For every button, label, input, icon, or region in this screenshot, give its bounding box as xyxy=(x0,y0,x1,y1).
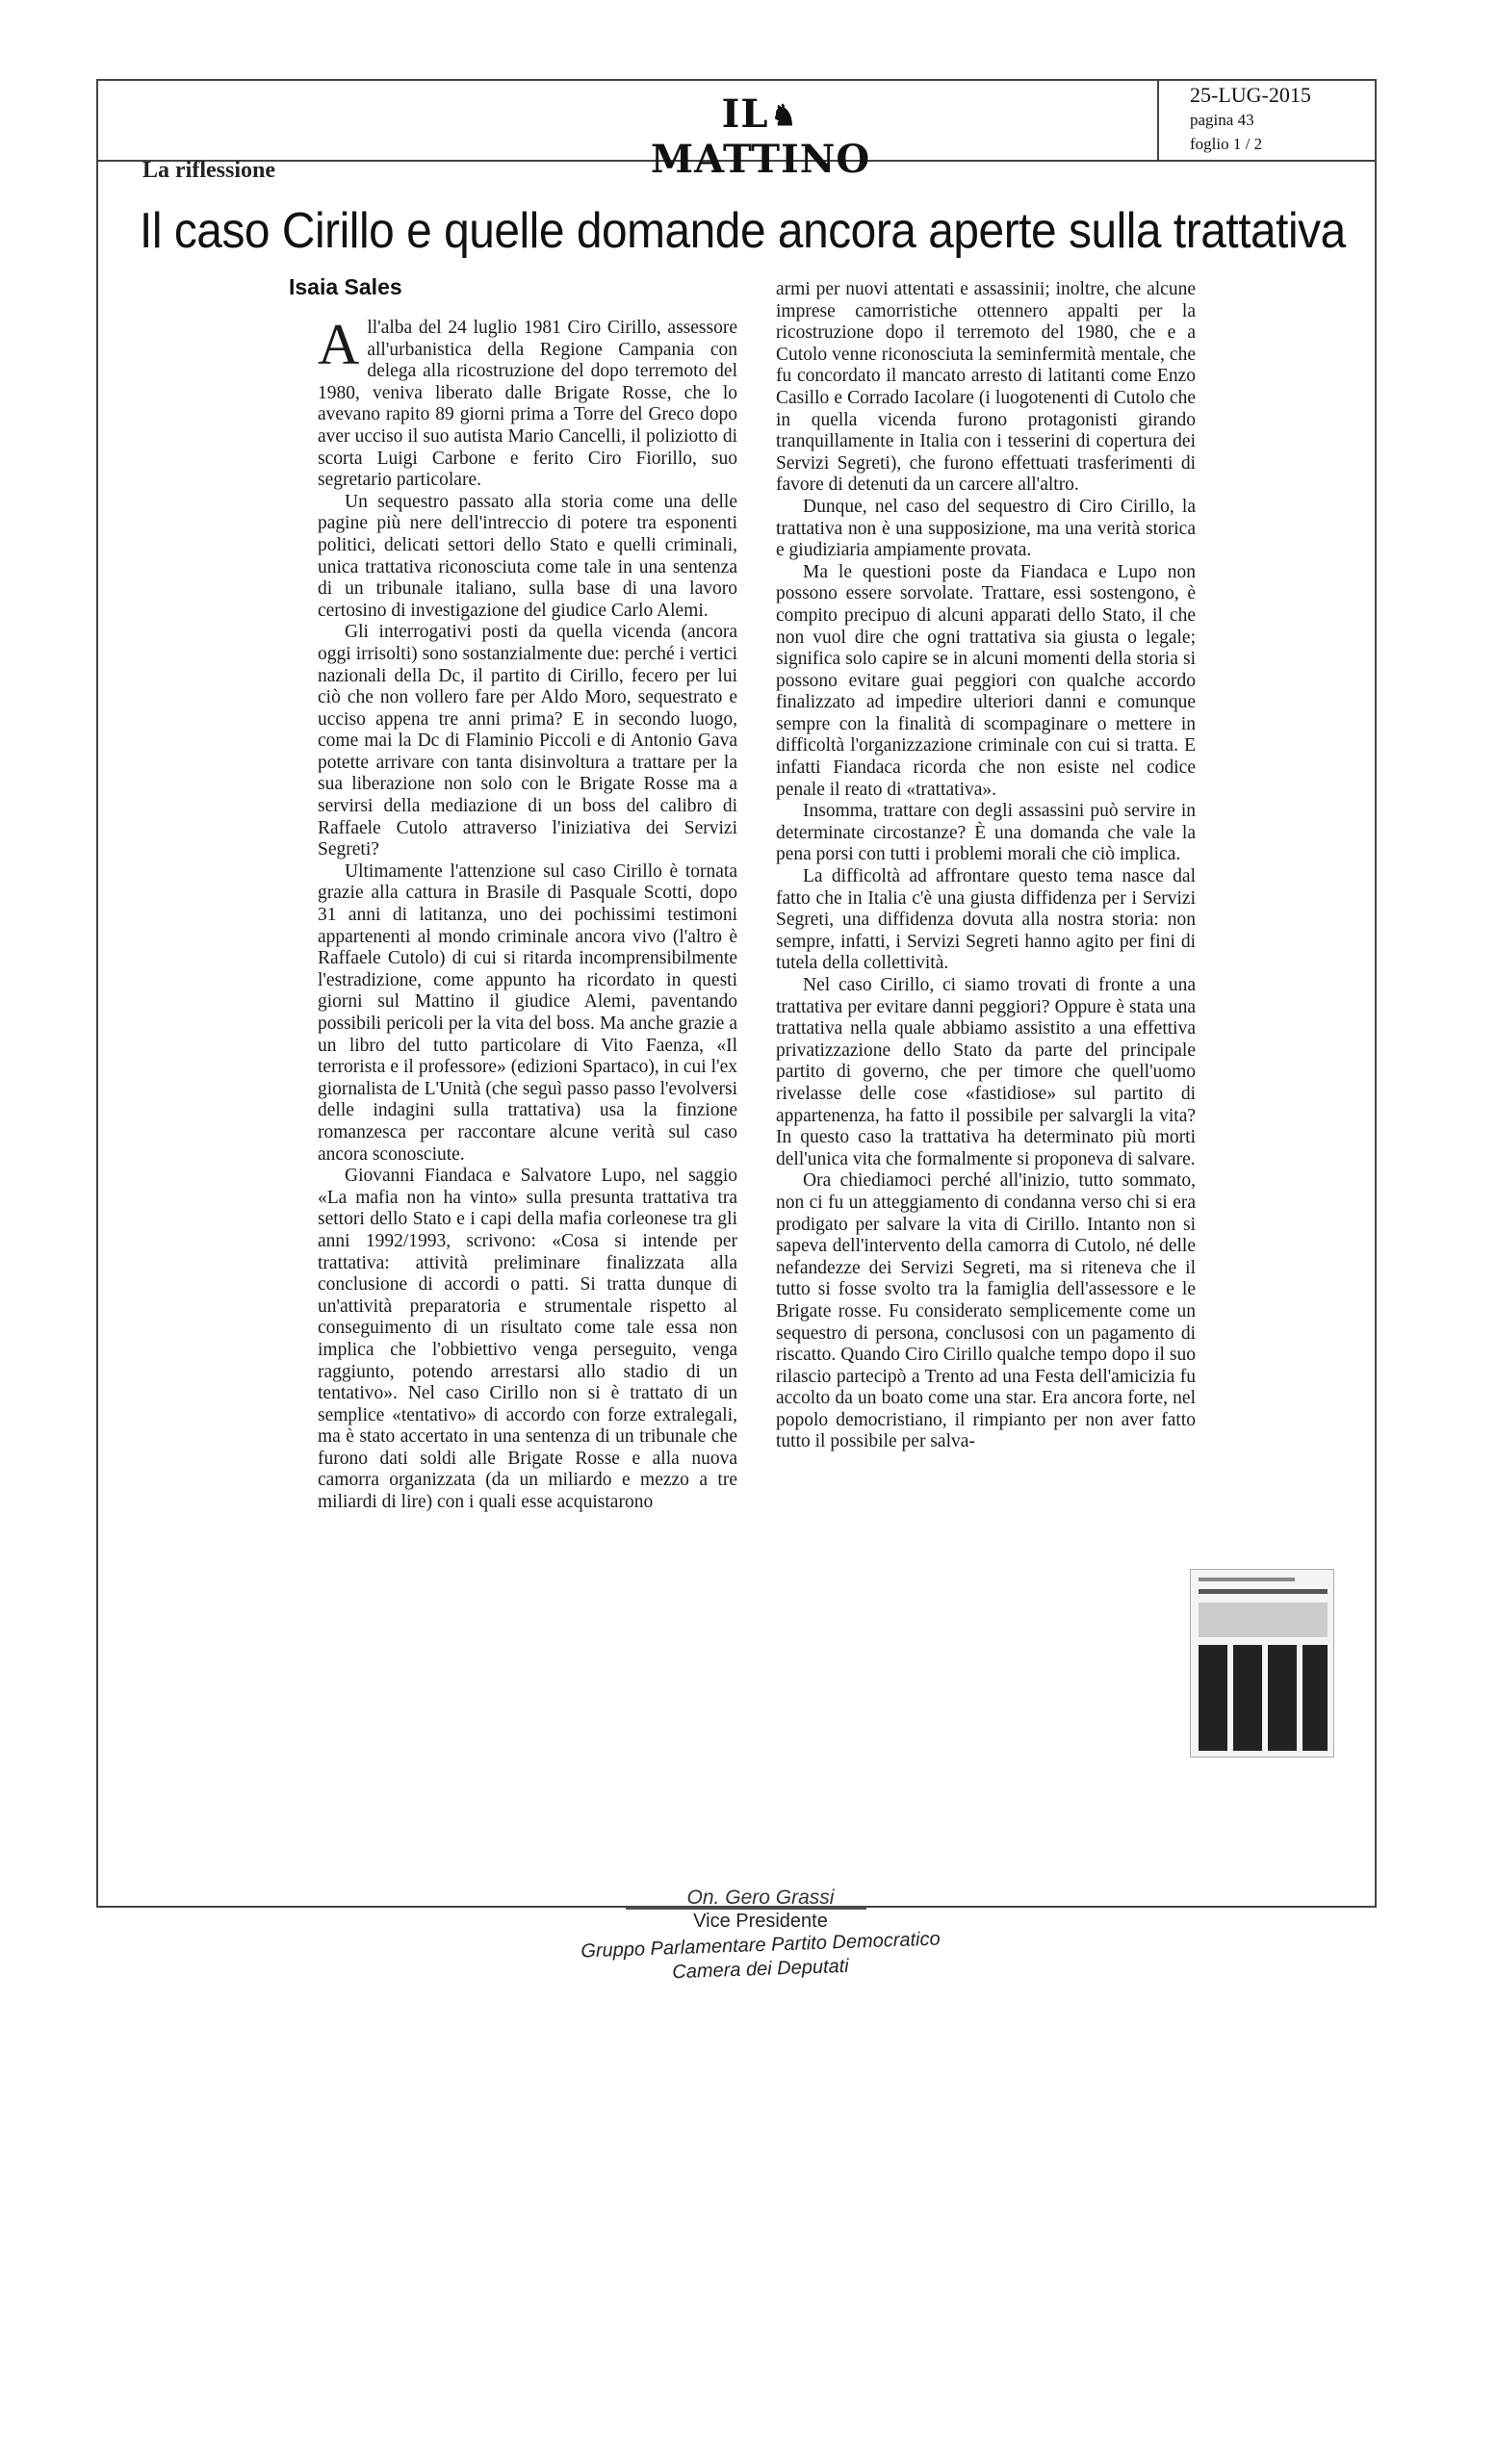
horse-emblem-icon: ♞ xyxy=(770,99,798,133)
page-thumbnail xyxy=(1190,1569,1334,1758)
paragraph: Ma le questioni poste da Fiandaca e Lupo non possono essere sorvolate. Trattare, essi sostengono, è compito precipuo di alcuni apparati dello Stato, il che non vuol dire che ogni trattativa sia giusta o legale; significa solo capire se in alcuni momenti della storia si possono evitare guai peggiori con qualche accordo finalizzato ad impedire ulteriori danni e comunque sempre con la finalità di scompaginare o mettere in difficoltà l'organizzazione criminale con cui si tratta. E infatti Fiandaca ricorda che non esiste nel codice penale il reato di «trattativa». xyxy=(776,561,1196,800)
signature-role: Vice Presidente xyxy=(693,1911,828,1932)
signature-group: Gruppo Parlamentare Partito Democratico xyxy=(580,1928,941,1963)
thumbnail-title xyxy=(1199,1589,1328,1594)
signature-house: Camera dei Deputati xyxy=(671,1955,850,1984)
paragraph: Un sequestro passato alla storia come una delle pagine più nere dell'intreccio di potere tra esponenti politici, delicati settori dello Stato e quelli criminali, unica trattativa riconosciuta come tale in una sentenza di un tribunale italiano, sulla base di una lavoro certosino di investigazione del giudice Carlo Alemi. xyxy=(318,491,737,621)
clipping-page: pagina 43 xyxy=(1190,111,1254,129)
paragraph xyxy=(318,313,737,492)
article-headline: Il caso Cirillo e quelle domande ancora aperte sulla trattativa xyxy=(140,203,1346,259)
paragraph: Ora chiediamoci perché all'inizio, tutto sommato, non ci fu un atteggiamento di condanna verso chi si era prodigato per salvare la vita di Cirillo. Intanto non si sapeva dell'intervento della camorra di Cutolo, né delle nefandezze dei Servizi Segreti, ma si riteneva che il tutto si fosse svolto tra la famiglia dell'assessore e le Brigate rosse. Fu considerato semplicemente come un sequestro di persona, conclusosi con un pagamento di riscatto. Quando Ciro Cirillo qualche tempo dopo il suo rilascio partecipò a Trento ad una Festa dell'amicizia fu accolto da un boato come una star. Era ancora forte, nel popolo democristiano, il rimpianto per non aver fatto tutto il possibile per salva- xyxy=(776,1170,1196,1452)
clipping-date: 25-LUG-2015 xyxy=(1190,83,1311,107)
clipping-info-box xyxy=(1157,79,1377,160)
masthead-il: IL xyxy=(721,91,769,137)
paragraph: armi per nuovi attentati e assassinii; inoltre, che alcune imprese camorristiche ottennero appalti per la ricostruzione dopo il terremoto del 1980, che e a Cutolo venne riconosciuta la seminfermità mentale, che fu concordato il mancato arresto di latitanti come Enzo Casillo e Corrado Iacolare (i luogotenenti di Cutolo che in quella vicenda furono protagonisti girando tranquillamente in Italia con i tesserini di copertura dei Servizi Segreti), che furono effettuati trasferimenti di favore di detenuti da un carcere all'altro. xyxy=(776,279,1196,496)
article-column-right xyxy=(776,279,1196,1453)
thumbnail-header xyxy=(1199,1578,1295,1581)
dropcap: A xyxy=(318,313,360,376)
paragraph-text: ll'alba del 24 luglio 1981 Ciro Cirillo, assessore all'urbanistica della Regione Campania con delega alla ricostruzione del dopo terremoto del 1980, veniva liberato dalle Brigate Rosse, che lo avevano rapito 89 giorni prima a Torre del Greco dopo aver ucciso il suo autista Mario Cancelli, il poliziotto di scorta Luigi Carbone e ferito Ciro Fiorillo, suo segretario particolare. xyxy=(318,318,737,491)
signature-name: On. Gero Grassi xyxy=(686,1886,835,1909)
paragraph: Dunque, nel caso del sequestro di Ciro Cirillo, la trattativa non è una supposizione, ma una verità storica e giudiziaria ampiamente provata. xyxy=(776,496,1196,561)
masthead-mattino: MATTINO xyxy=(650,137,871,182)
thumbnail-columns xyxy=(1199,1645,1328,1751)
thumbnail-photo xyxy=(1199,1603,1328,1637)
paragraph: La difficoltà ad affrontare questo tema nasce dal fatto che in Italia c'è una giusta diffidenza per i Servizi Segreti, una diffidenza dovuta alla nostra storia: non sempre, infatti, i Servizi Segreti hanno agito per fini di tutela della collettività. xyxy=(776,866,1196,974)
paragraph: Nel caso Cirillo, ci siamo trovati di fronte a una trattativa per evitare danni peggiori? Oppure è stata una trattativa nella quale abbiamo assistito a una effettiva privatizzazione dello Stato da parte del principale partito di governo, che per timore che quell'uomo rivelasse delle cose «fastidiose» sul partito di appartenenza, ha fatto il possibile per salvargli la vita? In questo caso la trattativa ha determinato più morti dell'unica vita che formalmente si proponeva di salvare. xyxy=(776,975,1196,1169)
signature-stamp xyxy=(539,1886,982,1984)
paragraph: Giovanni Fiandaca e Salvatore Lupo, nel saggio «La mafia non ha vinto» sulla presunta trattativa tra settori dello Stato e i capi della mafia corleonese tra gli anni 1992/1993, scrivono: «Cosa si intende per trattativa: attività preliminare finalizzata alla conclusione di accordi o patti. Si tratta dunque di un'attività preparatoria e strumentale rispetto al conseguimento di un risultato come tale essa non implica che l'obbiettivo venga perseguito, venga raggiunto, potendo arrestarsi allo stadio di un tentativo». Nel caso Cirillo non si è trattato di un semplice «tentativo» di accordo con forze extralegali, ma è stato accertato in una sentenza di un tribunale che furono dati soldi alle Brigate Rosse e alla nuova camorra organizzata (da un miliardo e mezzo a tre miliardi di lire) con i quali esse acquistarono xyxy=(318,1166,737,1513)
paragraph: Insomma, trattare con degli assassini può servire in determinate circostanze? È una domanda che vale la pena porsi con tutti i problemi morali che ciò implica. xyxy=(776,801,1196,865)
article-byline: Isaia Sales xyxy=(289,274,402,299)
newspaper-masthead xyxy=(616,91,905,182)
paragraph: Gli interrogativi posti da quella vicenda (ancora oggi irrisolti) sono sostanzialmente due: perché i vertici nazionali della Dc, il partito di Cirillo, fecero per lui ciò che non vollero fare per Aldo Moro, sequestrato e ucciso appena tre anni prima? E in secondo luogo, come mai la Dc di Flaminio Piccoli e di Antonio Gava potette arrivare con tanta disinvoltura a trattare per la sua liberazione non solo con le Brigate Rosse ma a servirsi della mediazione di un boss del calibro di Raffaele Cutolo attraverso l'iniziativa dei Servizi Segreti? xyxy=(318,622,737,860)
paragraph: Ultimamente l'attenzione sul caso Cirillo è tornata grazie alla cattura in Brasile di Pasquale Scotti, dopo 31 anni di latitanza, uno dei pochissimi testimoni appartenenti al mondo criminale ancora vivo (l'altro è Raffaele Cutolo) di cui si ritarda incomprensibilmente l'estradizione, come appunto ha ricordato in questi giorni sul Mattino il giudice Alemi, paventando possibili pericoli per la vita del boss. Ma anche grazie a un libro del tutto particolare di Vito Faenza, «Il terrorista e il professore» (edizioni Spartaco), in cui l'ex giornalista de L'Unità (che seguì passo passo l'evolversi delle indagini sulla trattativa) usa la finzione romanzesca per raccontare alcune verità sul caso ancora sconosciute. xyxy=(318,860,737,1165)
article-column-left xyxy=(318,313,737,1514)
clipping-sheet: foglio 1 / 2 xyxy=(1190,135,1263,153)
section-label: La riflessione xyxy=(142,158,275,183)
